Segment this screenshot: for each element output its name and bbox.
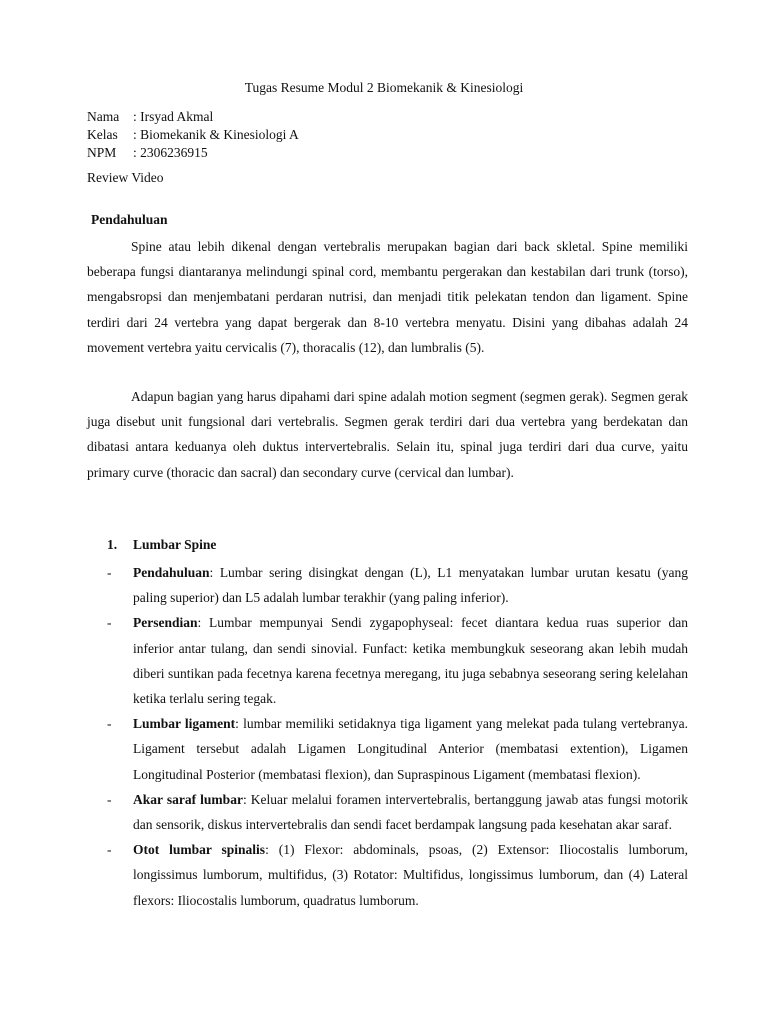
list-item-term: Otot lumbar spinalis — [133, 842, 266, 858]
info-key: Kelas — [87, 127, 118, 142]
info-value: : 2306236915 — [133, 145, 208, 160]
bullet-list — [107, 560, 688, 913]
paragraph-1 — [87, 234, 688, 360]
list-item-term: Persendian — [133, 615, 198, 631]
paragraph-2 — [87, 384, 688, 485]
list-item — [107, 711, 688, 787]
review-label: Review Video — [87, 170, 164, 185]
info-value: : Irsyad Akmal — [133, 109, 214, 124]
info-row-nama — [87, 108, 299, 126]
list-item-body: : (1) Flexor: abdominals, psoas, (2) Extensor: Iliocostalis lumborum, longissimus lumborum, multifidus, (3) Rotator: Multifidus, longissimus lumborum, dan (4) Lateral flexors: Iliocostalis lumborum, quadratus lumborum. — [133, 842, 688, 908]
info-value: : Biomekanik & Kinesiologi A — [133, 127, 299, 142]
list-item-text — [133, 711, 688, 787]
list-item-term: Akar saraf lumbar — [133, 791, 243, 807]
section-heading: Pendahuluan — [91, 212, 168, 227]
bullet-dash: - — [107, 565, 112, 580]
list-item-body: : Lumbar mempunyai Sendi zygapophyseal: fecet diantara kedua ruas superior dan inferior antar tulang, dan sendi sinovial. Funfact: ketika membungkuk seseorang akan lebih mudah diberi suntikan pada fecetnya karena fecetnya meregang, itu juga sebabnya seseorang sering kelelahan ketika terlalu sering tegak. — [133, 615, 688, 707]
student-info — [87, 108, 299, 162]
document-title: Tugas Resume Modul 2 Biomekanik & Kinesiologi — [244, 80, 524, 95]
list-item-body: : Keluar melalui foramen intervertebralis, bertanggung jawab atas fungsi motorik dan sensorik, diskus intervertebralis dan sendi facet berdampak langsung pada kesehatan akar saraf. — [133, 791, 688, 833]
bullet-dash: - — [107, 716, 112, 732]
paragraph-text: Spine atau lebih dikenal dengan vertebralis merupakan bagian dari back skletal. Spine memiliki beberapa fungsi diantaranya melindungi spinal cord, membantu pergerakan dan kestabilan dari trunk (torso), mengabsropsi dan menjembatani perdaran nutrisi, dan menjadi titik pelekatan tendon dan ligament. Spine terdiri dari 24 vertebra yang dapat bergerak dan 8-10 vertebra menyatu. Disini yang dibahas adalah 24 movement vertebra yaitu cervicalis (7), thoracalis (12), dan lumbralis (5). — [87, 239, 688, 355]
list-item-term: Pendahuluan — [133, 565, 210, 580]
list-item-text — [133, 560, 688, 610]
info-key: Nama — [87, 109, 120, 124]
list-item-text — [133, 610, 688, 711]
bullet-dash: - — [107, 791, 112, 807]
info-key: NPM — [87, 145, 117, 160]
paragraph-text: Adapun bagian yang harus dipahami dari spine adalah motion segment (segmen gerak). Segmen gerak juga disebut unit fungsional dari vertebralis. Segmen gerak terdiri dari dua vertebra yang berdekatan dan dibatasi antara keduanya oleh duktus intervertebralis. Selain itu, spinal juga terdiri dari dua curve, yaitu primary curve (thoracic dan sacral) dan secondary curve (cervical dan lumbar). — [87, 389, 688, 480]
info-row-kelas — [87, 126, 299, 144]
list-item-text — [133, 837, 688, 913]
list-heading-text: Lumbar Spine — [133, 537, 217, 552]
list-item-body: : Lumbar sering disingkat dengan (L), L1 menyatakan lumbar urutan kesatu (yang paling superior) dan L5 adalah lumbar terakhir (yang paling inferior). — [133, 565, 688, 606]
list-item — [107, 837, 688, 913]
list-item — [107, 787, 688, 837]
list-item — [107, 610, 688, 711]
bullet-dash: - — [107, 842, 112, 858]
bullet-dash: - — [107, 615, 112, 631]
list-heading — [107, 537, 216, 553]
list-number: 1. — [107, 537, 118, 552]
list-item-term: Lumbar ligament — [133, 716, 236, 732]
list-item-text — [133, 787, 688, 837]
list-item-body: : lumbar memiliki setidaknya tiga ligament yang melekat pada tulang vertebranya. Ligament tersebut adalah Ligamen Longitudinal Anterior (membatasi extention), Ligamen Longitudinal Posterior (membatasi flexion), dan Supraspinous Ligament (membatasi flexion). — [133, 716, 688, 782]
info-row-npm — [87, 144, 299, 162]
list-item — [107, 560, 688, 610]
